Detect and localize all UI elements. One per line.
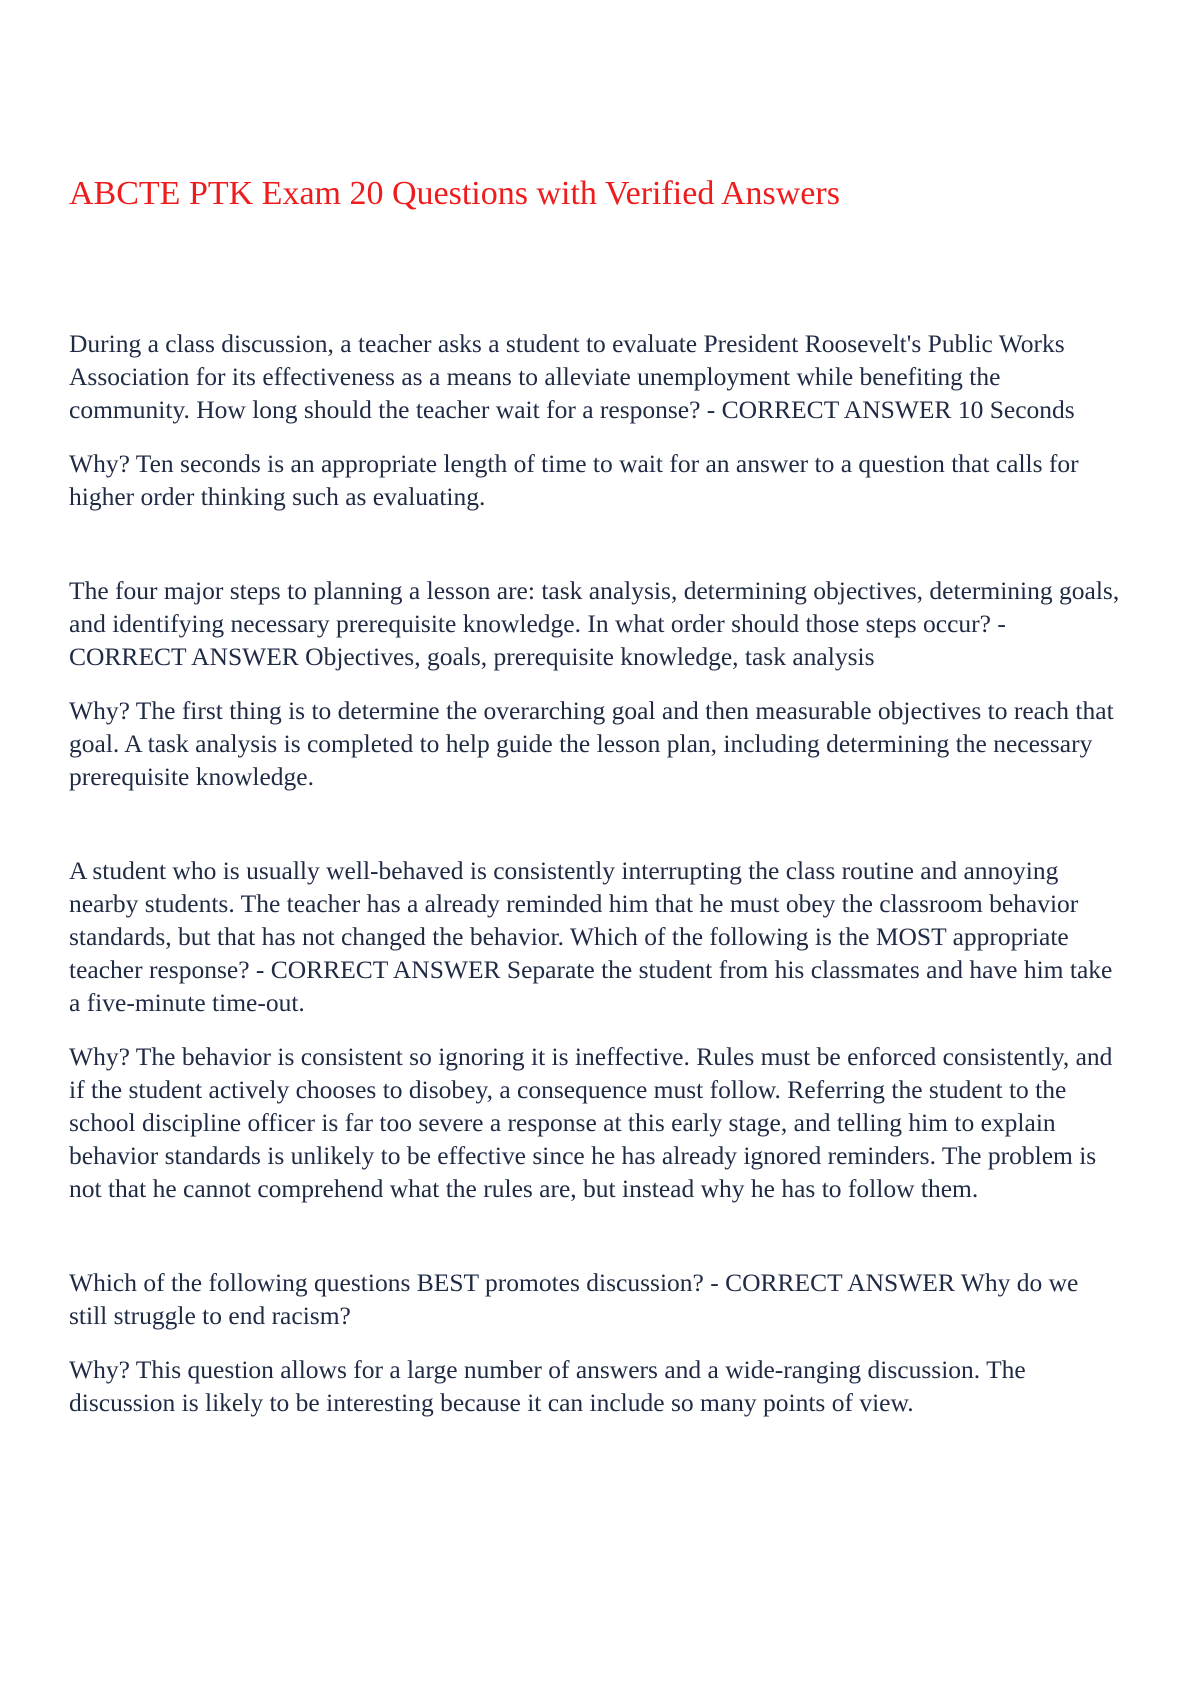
answer-explanation: Why? This question allows for a large number of answers and a wide-ranging discussion. The discussion is likely to be interesting because it can include so many points of view. [69,1355,1026,1417]
qa-item-1 [69,327,1121,513]
qa-item-4 [69,1266,1121,1419]
document-title: ABCTE PTK Exam 20 Questions with Verified Answers [69,175,840,212]
question-text: During a class discussion, a teacher asks a student to evaluate President Roosevelt's Public Works Association for its effectiveness as a means to alleviate unemployment while benefiting the community. How long should the teacher wait for a response? - CORRECT ANSWER 10 Seconds [69,329,1075,424]
question-text: A student who is usually well-behaved is consistently interrupting the class routine and annoying nearby students. The teacher has a already reminded him that he must obey the classroom behavior standards, but that has not changed the behavior. Which of the following is the MOST appropriate teacher response? - CORRECT ANSWER Separate the student from his classmates and have him take a five-minute time-out. [69,856,1113,1017]
answer-explanation: Why? The behavior is consistent so ignoring it is ineffective. Rules must be enforced consistently, and if the student actively chooses to disobey, a consequence must follow. Referring the student to the school discipline officer is far too severe a response at this early stage, and telling him to explain behavior standards is unlikely to be effective since he has already ignored reminders. The problem is not that he cannot comprehend what the rules are, but instead why he has to follow them. [69,1042,1113,1203]
answer-explanation: Why? The first thing is to determine the overarching goal and then measurable objectives to reach that goal. A task analysis is completed to help guide the lesson plan, including determining the necessary prerequisite knowledge. [69,696,1114,791]
qa-item-3 [69,854,1121,1205]
question-text: The four major steps to planning a lesson are: task analysis, determining objectives, determining goals, and identifying necessary prerequisite knowledge. In what order should those steps occur? - CORRECT ANSWER Objectives, goals, prerequisite knowledge, task analysis [69,576,1120,671]
qa-item-2 [69,574,1121,793]
qa-list [69,327,1121,1419]
question-text: Which of the following questions BEST promotes discussion? - CORRECT ANSWER Why do we still struggle to end racism? [69,1268,1079,1330]
answer-explanation: Why? Ten seconds is an appropriate length of time to wait for an answer to a question that calls for higher order thinking such as evaluating. [69,449,1079,511]
